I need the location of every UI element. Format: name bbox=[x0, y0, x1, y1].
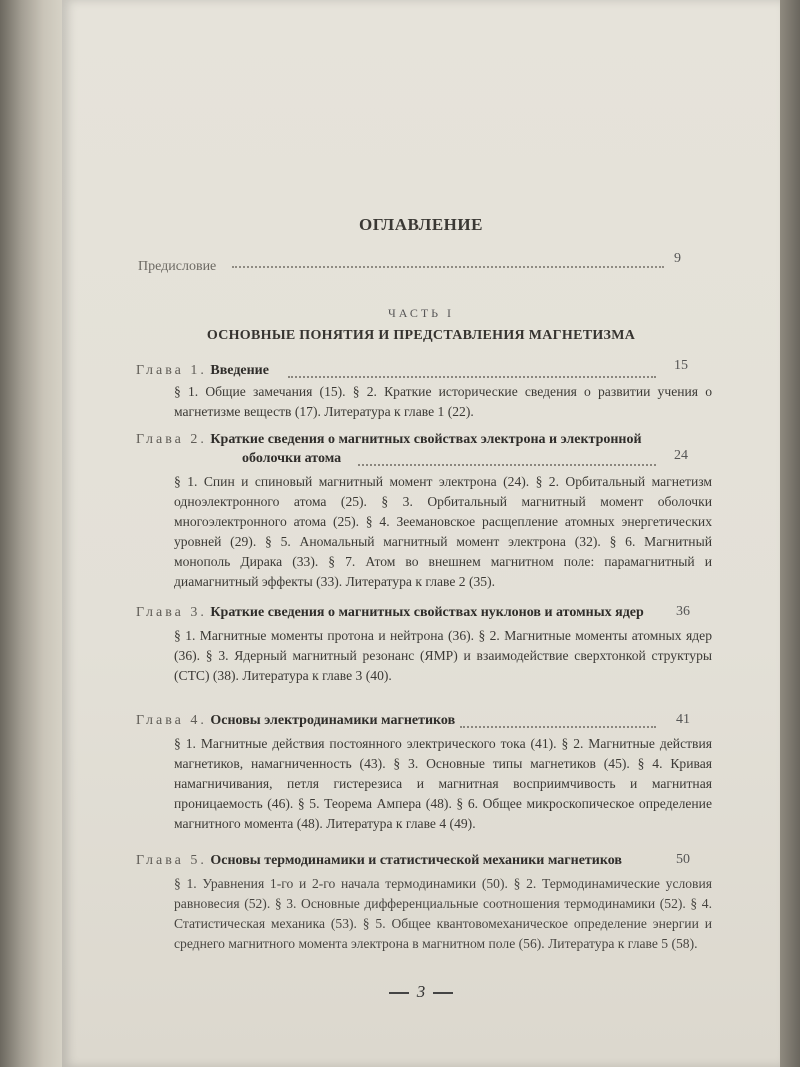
chapter-5-heading bbox=[136, 852, 676, 870]
book-page bbox=[62, 0, 780, 1067]
chapter-1-label: Глава 1. bbox=[136, 363, 207, 378]
chapter-1-title: Введение bbox=[210, 363, 269, 378]
page-number-value: 3 bbox=[416, 982, 426, 1001]
preface-leader-dots bbox=[232, 266, 664, 268]
page-number bbox=[62, 982, 780, 1002]
book-spine-left bbox=[0, 0, 62, 1067]
chapter-4-leader-dots bbox=[460, 726, 656, 728]
preface-label: Предисловие bbox=[138, 259, 217, 274]
chapter-4-title: Основы электродинамики магнетиков bbox=[210, 713, 456, 728]
toc-heading: ОГЛАВЛЕНИЕ bbox=[359, 215, 483, 234]
chapter-3-title: Краткие сведения о магнитных свойствах нуклонов и атомных ядер bbox=[210, 605, 644, 620]
page-edge-right bbox=[780, 0, 800, 1067]
chapter-3-page: 36 bbox=[676, 604, 690, 619]
chapter-4-label: Глава 4. bbox=[136, 713, 207, 728]
chapter-4-page: 41 bbox=[676, 712, 690, 727]
chapter-3-contents: § 1. Магнитные моменты протона и нейтрона (36). § 2. Магнитные моменты атомных ядер (36). § 3. Ядерный магнитный резонанс (ЯМР) и взаимодействие сверхтонкой структуры (СТС) (38). Литература к главе 3 (40). bbox=[174, 628, 712, 683]
chapter-2-page: 24 bbox=[674, 448, 688, 463]
chapter-3-heading bbox=[136, 604, 676, 622]
folio-dash-left bbox=[389, 992, 409, 994]
chapter-3-label: Глава 3. bbox=[136, 605, 207, 620]
chapter-2-heading bbox=[136, 431, 676, 449]
chapter-2-title: Краткие сведения о магнитных свойствах электрона и электронной bbox=[210, 432, 642, 447]
chapter-1-contents: § 1. Общие замечания (15). § 2. Краткие исторические сведения о развитии учения о магнетизме веществ (17). Литература к главе 1 (22). bbox=[174, 384, 712, 419]
preface-page: 9 bbox=[674, 251, 681, 266]
chapter-2-contents: § 1. Спин и спиновый магнитный момент электрона (24). § 2. Орбитальный магнетизм одноэлектронного атома (25). § 3. Орбитальный магнитный момент оболочки многоэлектронного атома (25). § 4. Зеемановское расщепление атомных энергетических уровней (29). § 5. Аномальный магнитный момент электрона (32). § 6. Магнитный монополь Дирака (33). § 7. Атом во внешнем магнитном поле: парамагнитный и диамагнитный эффекты (33). Литература к главе 2 (35). bbox=[174, 474, 712, 589]
chapter-5-contents: § 1. Уравнения 1-го и 2-го начала термодинамики (50). § 2. Термодинамические условия равновесия (52). § 3. Основные дифференциальные соотношения термодинамики (52). § 4. Статистическая механика (53). § 5. Общее квантовомеханическое определение энергии и среднего магнитного момента электрона в магнитном поле (56). Литература к главе 5 (58). bbox=[174, 876, 712, 951]
chapter-2-leader-dots bbox=[358, 464, 656, 466]
chapter-1-leader-dots bbox=[288, 376, 656, 378]
chapter-4-contents: § 1. Магнитные действия постоянного электрического тока (41). § 2. Магнитные действия магнетиков, намагниченность (43). § 3. Основные типы магнетиков (45). § 4. Кривая намагничивания, петля гистерезиса и магнитная восприимчивость и магнитная проницаемость (46). § 5. Теорема Ампера (48). § 6. Общее микроскопическое определение магнитного момента (48). Литература к главе 4 (49). bbox=[174, 736, 712, 831]
part-title: ОСНОВНЫЕ ПОНЯТИЯ И ПРЕДСТАВЛЕНИЯ МАГНЕТИЗМА bbox=[206, 328, 636, 343]
chapter-5-title: Основы термодинамики и статистической механики магнетиков bbox=[210, 853, 622, 868]
chapter-5-label: Глава 5. bbox=[136, 853, 207, 868]
chapter-2-label: Глава 2. bbox=[136, 432, 207, 447]
folio-dash-right bbox=[433, 992, 453, 994]
chapter-5-page: 50 bbox=[676, 852, 690, 867]
chapter-2-title-cont: оболочки атома bbox=[242, 451, 342, 466]
part-label: ЧАСТЬ I bbox=[387, 306, 455, 320]
chapter-1-page: 15 bbox=[674, 358, 688, 373]
